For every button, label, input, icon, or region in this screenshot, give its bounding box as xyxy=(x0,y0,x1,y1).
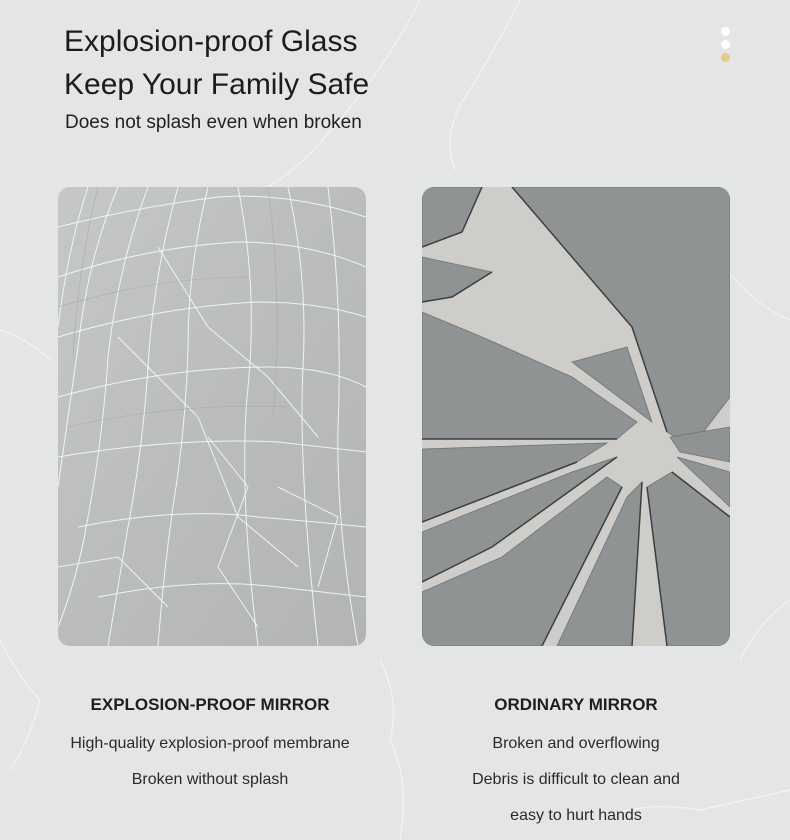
cracked-glass-image xyxy=(58,187,366,646)
pager-dot-3[interactable] xyxy=(721,53,730,62)
shattered-mirror-image xyxy=(422,187,730,646)
page-subtitle: Does not splash even when broken xyxy=(65,112,362,133)
page-title-line-1: Explosion-proof Glass xyxy=(64,25,358,58)
pager-dot-2[interactable] xyxy=(721,40,730,49)
ordinary-mirror-title: ORDINARY MIRROR xyxy=(494,695,658,714)
explosion-proof-title: EXPLOSION-PROOF MIRROR xyxy=(90,695,330,714)
explosion-proof-line-2: Broken without splash xyxy=(131,771,289,788)
page-title-line-2: Keep Your Family Safe xyxy=(64,68,370,101)
ordinary-mirror-line-1: Broken and overflowing xyxy=(492,735,660,752)
ordinary-mirror-line-3: easy to hurt hands xyxy=(510,807,642,824)
pager-dots xyxy=(721,27,730,66)
explosion-proof-line-1: High-quality explosion-proof membrane xyxy=(70,735,350,752)
pager-dot-1[interactable] xyxy=(721,27,730,36)
ordinary-mirror-line-2: Debris is difficult to clean and xyxy=(472,771,680,788)
